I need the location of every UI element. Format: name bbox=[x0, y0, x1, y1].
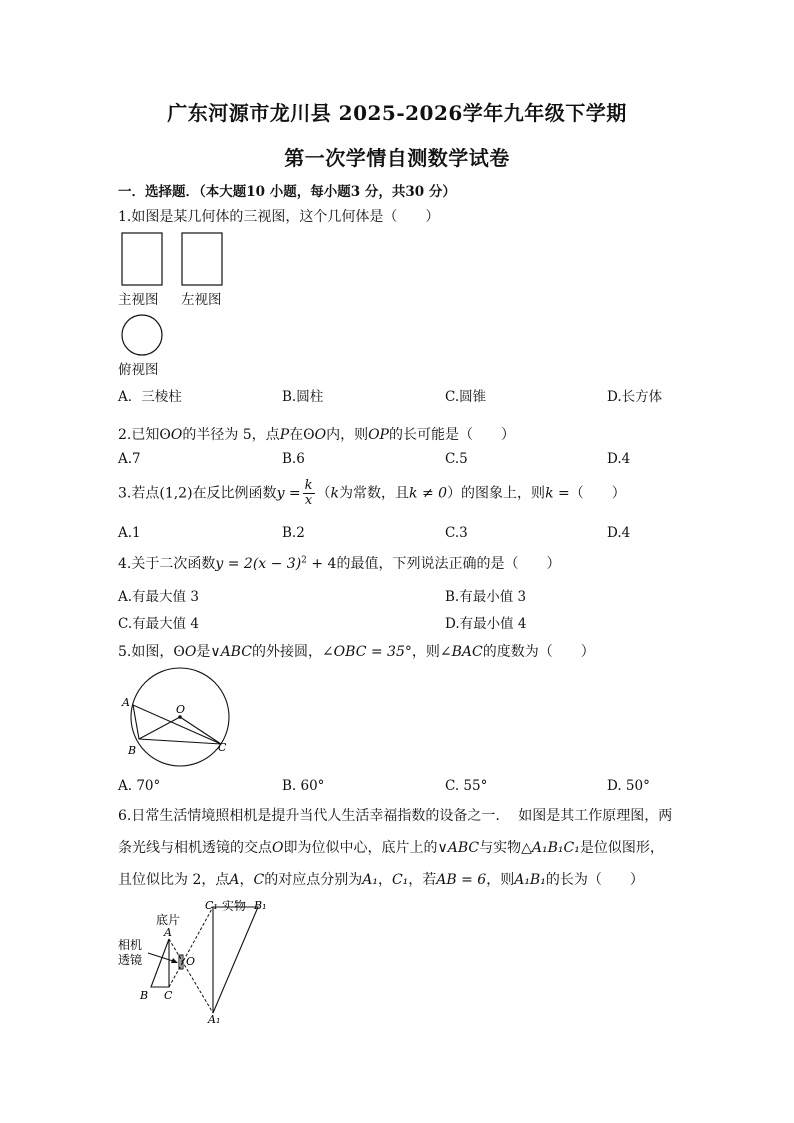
q4-option-b: B.有最小值 3 bbox=[445, 589, 527, 605]
label-o: O bbox=[186, 955, 196, 968]
q6-camera-figure bbox=[112, 895, 282, 1025]
var-op: OP bbox=[368, 427, 389, 443]
q1-stem: 1.如图是某几何体的三视图，这个几何体是（ ） bbox=[118, 209, 440, 225]
segment-a1b1: A₁B₁ bbox=[514, 872, 546, 888]
object-triangle-a1b1c1 bbox=[213, 907, 258, 1013]
k-over-x-fraction bbox=[303, 479, 315, 508]
q5-text: 的度数为（ ） bbox=[482, 644, 595, 660]
q3-text: 在反比例函数 bbox=[192, 485, 277, 502]
angle-bac: ∠BAC bbox=[439, 644, 483, 660]
circle-symbol: ʘ bbox=[303, 427, 315, 443]
var-p: P bbox=[279, 427, 290, 443]
q6-text: ，则 bbox=[486, 872, 515, 888]
point-coordinates: (1,2) bbox=[159, 485, 193, 502]
left-view-label: 左视图 bbox=[181, 292, 222, 308]
k-not-zero: k ≠ 0 bbox=[409, 485, 448, 502]
q2-text: 的半径为 5，点 bbox=[182, 427, 280, 443]
q2-option-d: D.4 bbox=[607, 451, 631, 467]
q4-text: 的最值，下列说法正确的是（ ） bbox=[336, 556, 561, 572]
object-label: 实物 bbox=[222, 899, 247, 913]
q6-text: 即为位似中心，底片上的 bbox=[283, 840, 438, 856]
film-triangle-abc bbox=[151, 939, 169, 987]
q6-text: 的长为（ ） bbox=[545, 872, 644, 888]
q6-line2 bbox=[118, 837, 664, 857]
q2-text: 在 bbox=[289, 427, 304, 443]
fraction-denominator: x bbox=[304, 493, 313, 508]
label-o: O bbox=[176, 703, 186, 716]
circle-symbol: ʘ bbox=[159, 427, 171, 443]
label-b1: B₁ bbox=[254, 899, 267, 912]
label-c: C bbox=[218, 741, 227, 754]
angle-obc: ∠OBC = 35° bbox=[321, 644, 412, 660]
q3-stem bbox=[118, 479, 626, 508]
q2-text: 2.已知 bbox=[118, 427, 160, 443]
var-c1: C₁ bbox=[391, 872, 409, 888]
q5-option-c: C. 55° bbox=[445, 778, 488, 794]
q3-text: （ ） bbox=[569, 485, 626, 502]
triangle-abc: ∨ABC bbox=[437, 840, 480, 856]
var-k: k bbox=[330, 485, 340, 502]
q4-stem bbox=[118, 553, 560, 573]
var-o: O bbox=[314, 427, 327, 443]
q5-circle-figure bbox=[112, 664, 242, 774]
q3-text: （ bbox=[316, 485, 331, 502]
q3-text: 为常数，且 bbox=[339, 485, 410, 502]
q6-text: 与实物 bbox=[479, 840, 522, 856]
q3-option-a: A.1 bbox=[118, 525, 141, 541]
lens-label-line1: 相机 bbox=[118, 938, 143, 952]
front-view-rectangle bbox=[122, 233, 162, 285]
top-view-label: 俯视图 bbox=[118, 362, 159, 378]
label-b: B bbox=[128, 744, 137, 757]
label-a: A bbox=[164, 926, 172, 939]
q6-text: 且位似比为 2，点 bbox=[118, 872, 230, 888]
q3-text: ）的图象上，则 bbox=[447, 485, 546, 502]
q6-text: 是位似图形， bbox=[579, 840, 664, 856]
q5-text: 的外接圆， bbox=[251, 644, 322, 660]
var-o: O bbox=[272, 840, 284, 856]
y-equals: y = bbox=[276, 485, 301, 502]
var-c: C bbox=[253, 872, 265, 888]
q2-stem bbox=[118, 424, 515, 444]
front-view-label: 主视图 bbox=[118, 292, 159, 308]
q4-text: 4.关于二次函数 bbox=[118, 556, 216, 572]
q3-option-c: C.3 bbox=[445, 525, 468, 541]
q1-option-b: B.圆柱 bbox=[282, 389, 324, 405]
q6-line3 bbox=[118, 869, 644, 889]
q2-option-c: C.5 bbox=[445, 451, 468, 467]
var-o: O bbox=[184, 644, 197, 660]
triangle-abc: ∨ABC bbox=[210, 644, 252, 660]
q1-option-d: D.长方体 bbox=[607, 389, 663, 405]
q5-text: 是 bbox=[196, 644, 211, 660]
q6-text: 条光线与相机透镜的交点 bbox=[118, 840, 272, 856]
q6-text: ， bbox=[239, 872, 254, 888]
q4-option-d: D.有最小值 4 bbox=[445, 616, 527, 632]
quadratic-function: (x − 3) bbox=[252, 556, 302, 572]
fraction-numerator: k bbox=[304, 478, 313, 493]
q6-text: ， bbox=[377, 872, 392, 888]
exponent: 2 bbox=[301, 555, 307, 566]
q1-option-c: C.圆锥 bbox=[445, 389, 487, 405]
exam-title-line2: 第一次学情自测数学试卷 bbox=[284, 146, 510, 170]
triangle-a1b1c1: △A₁B₁C₁ bbox=[521, 840, 580, 856]
label-a: A bbox=[122, 696, 130, 709]
q6-line1: 6.日常生活情境照相机是提升当代人生活幸福指数的设备之一. 如图是其工作原理图，两 bbox=[118, 808, 673, 824]
var-a1: A₁ bbox=[362, 872, 378, 888]
q2-text: 的长可能是（ ） bbox=[388, 427, 515, 443]
q3-text: 3.若点 bbox=[118, 485, 160, 502]
quadratic-function: y = 2 bbox=[215, 556, 253, 572]
q4-option-c: C.有最大值 4 bbox=[118, 616, 200, 632]
lens-label-line2: 透镜 bbox=[118, 953, 143, 967]
q5-text: 5.如图， bbox=[118, 644, 174, 660]
q2-text: 内，则 bbox=[326, 427, 369, 443]
q5-stem bbox=[118, 641, 595, 661]
lens-pointer-line bbox=[148, 953, 176, 962]
quadratic-function: + 4 bbox=[306, 556, 337, 572]
top-view-circle bbox=[122, 315, 162, 355]
segment-oc bbox=[180, 717, 221, 744]
label-c: C bbox=[164, 989, 173, 1002]
var-o: O bbox=[170, 427, 183, 443]
ab-equals-6: AB = 6 bbox=[436, 872, 487, 888]
q3-option-b: B.2 bbox=[282, 525, 305, 541]
k-equals: k = bbox=[545, 485, 570, 502]
label-c1: C₁ bbox=[205, 899, 218, 912]
q4-option-a: A.有最大值 3 bbox=[118, 589, 199, 605]
q2-option-b: B.6 bbox=[282, 451, 305, 467]
q6-text: 的对应点分别为 bbox=[264, 872, 363, 888]
q5-text: ，则 bbox=[411, 644, 440, 660]
q6-text: ，若 bbox=[408, 872, 437, 888]
left-view-rectangle bbox=[182, 233, 222, 285]
var-a: A bbox=[229, 872, 240, 888]
q5-option-d: D. 50° bbox=[607, 778, 650, 794]
q1-option-a: A．三棱柱 bbox=[118, 389, 182, 405]
segment-ob bbox=[139, 717, 180, 739]
section-heading: 一．选择题．（本大题10 小题，每小题3 分，共30 分） bbox=[118, 184, 456, 200]
lens-pointer-arrowhead bbox=[171, 958, 178, 963]
q3-option-d: D.4 bbox=[607, 525, 631, 541]
circle-symbol: ʘ bbox=[173, 644, 185, 660]
q5-option-b: B. 60° bbox=[282, 778, 325, 794]
q2-option-a: A.7 bbox=[118, 451, 141, 467]
film-label: 底片 bbox=[156, 913, 181, 927]
label-b: B bbox=[140, 989, 149, 1002]
exam-title-line1: 广东河源市龙川县 2025-2026学年九年级下学期 bbox=[167, 101, 627, 125]
q5-option-a: A. 70° bbox=[118, 778, 161, 794]
label-a1: A₁ bbox=[208, 1013, 221, 1025]
